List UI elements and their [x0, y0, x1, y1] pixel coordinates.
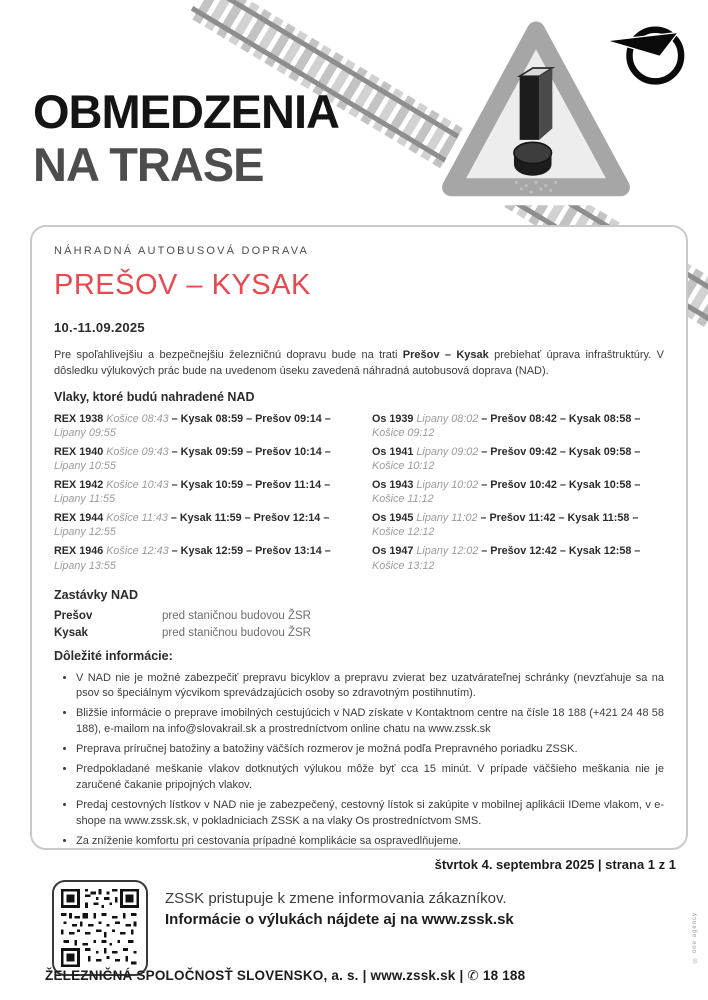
train-main-stops: – Kysak 08:59 – Prešov 09:14 – — [171, 413, 331, 426]
date-page-line: štvrtok 4. septembra 2025 | strana 1 z 1 — [434, 857, 676, 872]
stop-name: Kysak — [54, 626, 88, 639]
train-entry — [54, 511, 346, 539]
train-destination: Lipany 09:55 — [54, 427, 116, 440]
train-origin: Lipany 11:02 — [416, 512, 478, 525]
train-main-stops: – Prešov 12:42 – Kysak 12:58 – — [481, 545, 641, 558]
intro-paragraph — [54, 348, 664, 379]
trains-heading: Vlaky, ktoré budú nahradené NAD — [54, 390, 255, 405]
trains-list — [54, 412, 664, 577]
train-origin: Košice 12:43 — [106, 545, 169, 558]
phone-icon: ✆ — [467, 968, 479, 983]
train-main-stops: – Prešov 11:42 – Kysak 11:58 – — [480, 512, 639, 525]
train-entry — [372, 445, 664, 473]
info-item: • V NAD nie je možné zabezpečiť prepravu bicyklov a prepravu zvierat bez uzatvárateľnej schránky (nevzťahuje sa na psov so špeciálnym výcvikom sprevádzajúcich osoby so zdravotným postihnutím). — [76, 671, 664, 702]
train-number: REX 1940 — [54, 446, 104, 459]
company-text: ŽELEZNIČNÁ SPOLOČNOSŤ SLOVENSKO, a. s. | www.zssk.sk | — [45, 968, 464, 983]
train-origin: Košice 10:43 — [106, 479, 169, 492]
train-origin: Lipany 09:02 — [416, 446, 479, 459]
train-main-stops: – Prešov 09:42 – Kysak 09:58 – — [481, 446, 641, 459]
train-number: REX 1946 — [54, 545, 104, 558]
train-entry — [54, 478, 346, 506]
train-origin: Košice 09:43 — [106, 446, 169, 459]
qr-code-image — [61, 889, 139, 967]
train-entry — [372, 544, 664, 572]
train-entry — [372, 511, 664, 539]
train-number: Os 1943 — [372, 479, 414, 492]
footer-note-line1: ZSSK pristupuje k zmene informovania zákazníkov. — [165, 890, 507, 907]
page-title-block — [33, 86, 339, 191]
footer-note — [165, 888, 514, 930]
stops-heading: Zastávky NAD — [54, 587, 139, 602]
train-main-stops: – Kysak 12:59 – Prešov 13:14 – — [171, 545, 331, 558]
intro-text-before: Pre spoľahlivejšiu a bezpečnejšiu železničnú dopravu bude na trati — [54, 349, 403, 361]
phone-number: 18 188 — [482, 968, 526, 983]
train-number: Os 1939 — [372, 413, 414, 426]
stop-row — [54, 627, 664, 639]
train-number: Os 1941 — [372, 446, 414, 459]
notice-card — [30, 225, 688, 850]
info-item: • Za zníženie komfortu pri cestovania prípadné komplikácie sa ospravedlňujeme. — [76, 834, 664, 849]
train-origin: Košice 11:43 — [106, 512, 168, 525]
train-destination: Košice 09:12 — [372, 427, 435, 440]
info-item: • Bližšie informácie o preprave imobilných cestujúcich v NAD získate v Kontaktnom centre na čísle 18 188 (+421 24 48 58 188), e-mailom na info@slovakrail.sk a prostredníctvom online chatu na www.zssk.sk — [76, 706, 664, 737]
train-destination: Košice 12:12 — [372, 526, 435, 539]
info-item: • Preprava príručnej batožiny a batožiny väčších rozmerov je možná podľa Prepravného poriadku ZSSK. — [76, 742, 664, 757]
page-title-line2: NA TRASE — [33, 137, 264, 191]
stops-list — [54, 610, 664, 639]
train-origin: Lipany 08:02 — [416, 413, 479, 426]
train-entry — [54, 412, 346, 440]
train-destination: Košice 13:12 — [372, 559, 435, 572]
train-main-stops: – Prešov 10:42 – Kysak 10:58 – — [481, 479, 641, 492]
warning-triangle-icon — [438, 14, 634, 220]
info-list — [54, 671, 664, 850]
qr-code — [52, 880, 148, 976]
train-number: REX 1944 — [54, 512, 104, 525]
notice-type-label: NÁHRADNÁ AUTOBUSOVÁ DOPRAVA — [54, 245, 309, 257]
train-entry — [372, 478, 664, 506]
train-number: REX 1938 — [54, 413, 104, 426]
train-number: REX 1942 — [54, 479, 104, 492]
train-entry — [54, 544, 346, 572]
train-destination: Lipany 12:55 — [54, 526, 116, 539]
train-destination: Lipany 11:55 — [54, 493, 116, 506]
train-main-stops: – Prešov 08:42 – Kysak 08:58 – — [481, 413, 641, 426]
train-number: Os 1945 — [372, 512, 414, 525]
trains-column-right — [372, 412, 664, 577]
info-item: • Predpokladané meškanie vlakov dotknutých výlukou môže byť cca 15 minút. V prípade väčšieho meškania nie je zaručené čakanie pripojných vlakov. — [76, 762, 664, 793]
train-destination: Lipany 13:55 — [54, 559, 116, 572]
trains-column-left — [54, 412, 346, 577]
train-destination: Košice 10:12 — [372, 460, 435, 473]
train-destination: Košice 11:12 — [372, 493, 434, 506]
stop-row — [54, 610, 664, 622]
side-watermark: © one agency — [692, 912, 698, 963]
train-main-stops: – Kysak 10:59 – Prešov 11:14 – — [171, 479, 331, 492]
route-title: PREŠOV – KYSAK — [54, 269, 311, 301]
stop-location: pred staničnou budovou ŽSR — [162, 626, 311, 639]
train-number: Os 1947 — [372, 545, 414, 558]
train-origin: Lipany 12:02 — [416, 545, 479, 558]
zssk-logo-icon — [608, 10, 694, 96]
company-line — [45, 968, 525, 984]
intro-route-bold: Prešov – Kysak — [402, 349, 489, 361]
page-title-line1: OBMEDZENIA — [33, 85, 339, 138]
train-origin: Košice 08:43 — [106, 413, 169, 426]
train-origin: Lipany 10:02 — [416, 479, 479, 492]
train-entry — [372, 412, 664, 440]
train-main-stops: – Kysak 11:59 – Prešov 12:14 – — [170, 512, 330, 525]
train-entry — [54, 445, 346, 473]
train-destination: Lipany 10:55 — [54, 460, 116, 473]
stop-location: pred staničnou budovou ŽSR — [162, 609, 311, 622]
stop-name: Prešov — [54, 609, 93, 622]
intro-text-after: prebiehať úprava infraštruktúry. V dôsledku výlukových prác bude na uvedenom úseku zavedená náhradná autobusová doprava (NAD). — [54, 349, 664, 377]
info-item: • Predaj cestovných lístkov v NAD nie je zabezpečený, cestovný lístok si zakúpite v mobilnej aplikácii IDeme vlakom, v e-shope na www.zssk.sk, v pokladniciach ZSSK a na vlaky Os prostredníctvom SMS. — [76, 798, 664, 829]
info-heading: Dôležité informácie: — [54, 648, 173, 663]
footer-note-line2: Informácie o výlukách nájdete aj na www.zssk.sk — [165, 911, 514, 928]
date-range: 10.-11.09.2025 — [54, 320, 145, 335]
train-main-stops: – Kysak 09:59 – Prešov 10:14 – — [171, 446, 331, 459]
